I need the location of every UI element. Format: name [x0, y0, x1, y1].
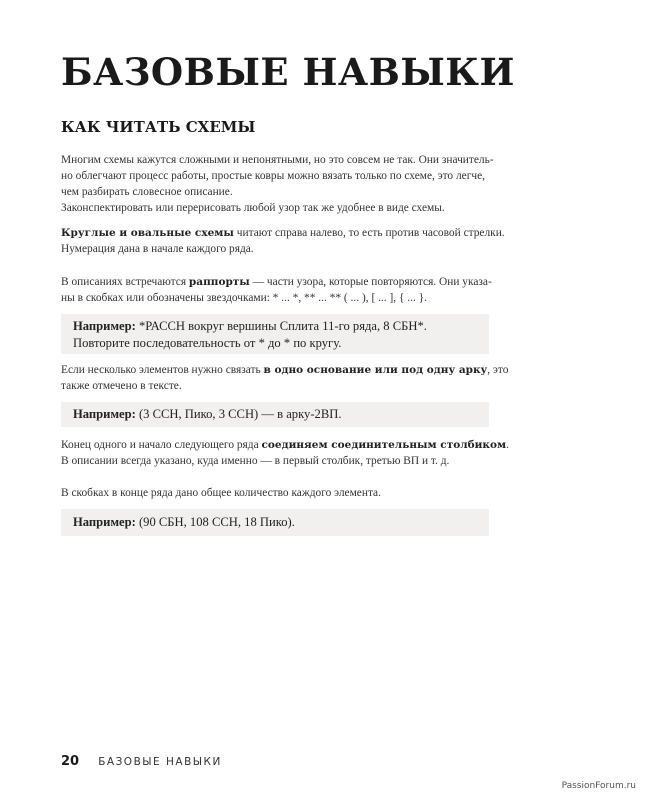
- example-label: Например:: [73, 515, 136, 529]
- running-title: БАЗОВЫЕ НАВЫКИ: [98, 756, 222, 768]
- example-label: Например:: [73, 407, 136, 421]
- totals-paragraph: [61, 485, 501, 501]
- text-fragment: читают справа налево, то есть против часовой стрелки.: [233, 227, 505, 239]
- text-line: ны в скобках или обозначены звездочками: * ... *, ** ... ** ( ... ), [ ... ], { ... }.: [61, 292, 427, 304]
- example-box-1: [61, 314, 489, 354]
- bold-term: Круглые и овальные схемы: [61, 227, 234, 239]
- text-line: [61, 437, 509, 453]
- text-fragment: Если несколько элементов нужно связать: [61, 364, 264, 376]
- single-base-paragraph: [61, 362, 509, 394]
- text-line: В скобках в конце ряда дано общее количество каждого элемента.: [61, 487, 381, 499]
- page-footer: [61, 750, 222, 769]
- text-fragment: В описаниях встречаются: [61, 276, 189, 288]
- text-line: Нумерация дана в начале каждого ряда.: [61, 243, 254, 255]
- text-line: [61, 225, 505, 241]
- example-text: *РАССН вокруг вершины Сплита 11-го ряда, 8 СБН*.: [135, 319, 427, 333]
- text-line: Повторите последовательность от * до * по кругу.: [73, 336, 342, 350]
- text-fragment: — части узора, которые повторяются. Они указа-: [249, 276, 492, 288]
- example-box-3: [61, 509, 489, 536]
- text-line: также отмечено в тексте.: [61, 380, 182, 392]
- text-line: но облегчают процесс работы, простые ковры можно вязать только по схеме, это легче,: [61, 170, 486, 182]
- row-join-paragraph: [61, 437, 509, 469]
- text-line: Законспектировать или перерисовать любой узор так же удобнее в виде схемы.: [61, 202, 445, 214]
- example-box-2: [61, 402, 489, 427]
- text-line: [73, 402, 489, 427]
- text-line: [61, 362, 509, 378]
- page-title: БАЗОВЫЕ НАВЫКИ: [61, 50, 515, 94]
- example-text: (90 СБН, 108 ССН, 18 Пико).: [135, 515, 295, 529]
- text-line: Многим схемы кажутся сложными и непонятными, но это совсем не так. Они значитель-: [61, 154, 494, 166]
- text-line: [61, 274, 501, 290]
- text-line: В описании всегда указано, куда именно — в первый столбик, третью ВП и т. д.: [61, 455, 450, 467]
- text-line: чем разбирать словесное описание.: [61, 186, 233, 198]
- section-heading: КАК ЧИТАТЬ СХЕМЫ: [61, 118, 256, 136]
- text-line: [73, 318, 489, 335]
- example-text: (3 ССН, Пико, 3 ССН) — в арку-2ВП.: [135, 407, 342, 421]
- example-label: Например:: [73, 319, 136, 333]
- watermark: PassionForum.ru: [561, 781, 636, 791]
- intro-paragraph: [61, 152, 501, 216]
- bold-term: соединяем соединительным столбиком: [261, 439, 507, 451]
- round-schemes-paragraph: [61, 225, 505, 257]
- text-line: [73, 509, 489, 536]
- rapport-paragraph: [61, 274, 501, 306]
- page-number: 20: [61, 754, 80, 769]
- bold-term: в одно основание или под одну арку: [263, 364, 488, 376]
- text-fragment: , это: [487, 364, 509, 376]
- bold-term: раппорты: [188, 276, 250, 288]
- text-fragment: .: [506, 439, 509, 451]
- text-fragment: Конец одного и начало следующего ряда: [61, 439, 262, 451]
